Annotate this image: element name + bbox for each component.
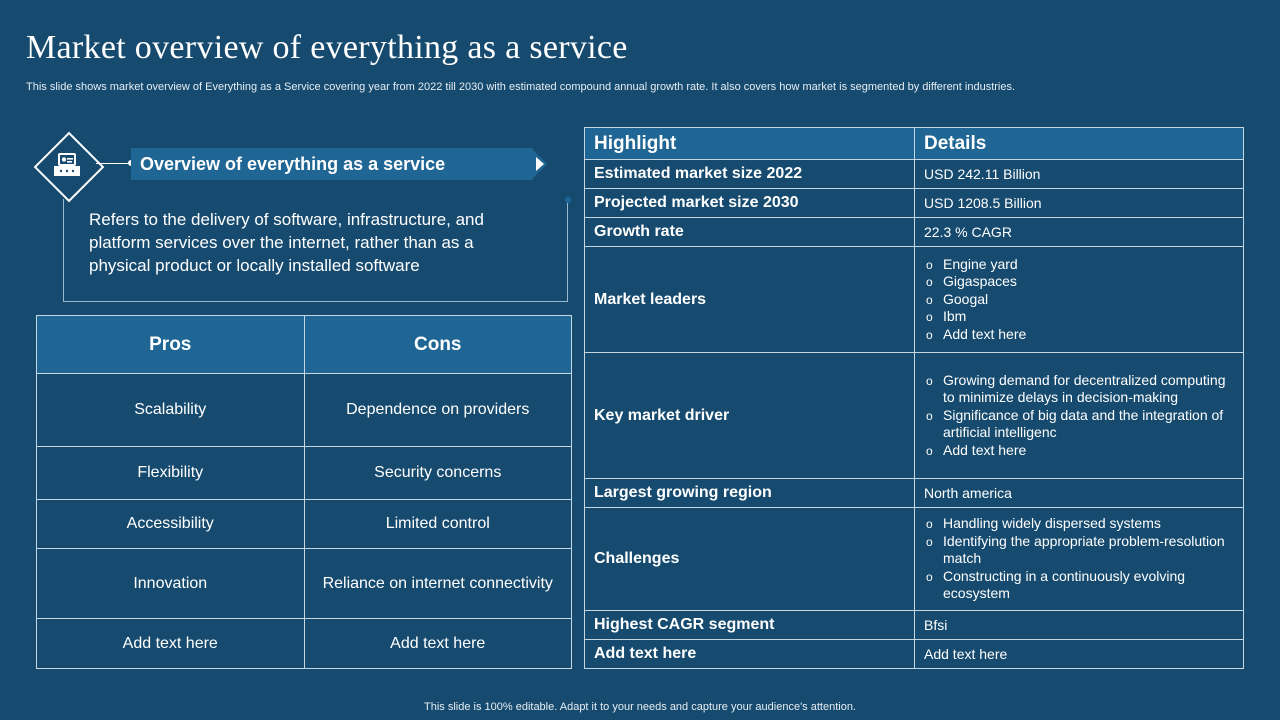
footer-note: This slide is 100% editable. Adapt it to your needs and capture your audience's attention. [424,701,856,713]
highlight-key: Key market driver [585,353,915,479]
highlight-key: Add text here [585,640,915,669]
list-item: o Add text here [924,326,1234,344]
con-cell: Reliance on internet connectivity [304,549,572,619]
list-item: o Add text here [924,442,1234,460]
table-row [585,353,1244,479]
con-cell: Limited control [304,500,572,549]
table-row [37,374,572,447]
list-item: o Growing demand for decentralized computing to minimize delays in decision-making [924,372,1234,407]
table-header-row [585,128,1244,160]
list-item: o Identifying the appropriate problem-resolution match [924,533,1234,568]
cons-header: Cons [304,316,572,374]
highlight-value [915,353,1244,479]
pro-cell: Add text here [37,619,305,669]
table-row [585,160,1244,189]
overview-description: Refers to the delivery of software, infrastructure, and platform services over the internet, rather than as a physical product or locally installed software [89,210,484,275]
table-row [585,247,1244,353]
page-subtitle: This slide shows market overview of Everything as a Service covering year from 2022 till 2030 with estimated compound annual growth rate. It also covers how market is segmented by different industries. [26,81,1016,93]
highlight-key: Highest CAGR segment [585,611,915,640]
table-row [37,500,572,549]
highlight-key: Largest growing region [585,479,915,508]
highlight-header: Highlight [585,128,915,160]
table-header-row [37,316,572,374]
table-row [37,549,572,619]
frame-dot [565,197,571,203]
pro-cell: Accessibility [37,500,305,549]
service-desk-icon [46,146,88,184]
highlight-key: Market leaders [585,247,915,353]
con-cell: Add text here [304,619,572,669]
table-row [585,640,1244,669]
pro-cell: Flexibility [37,447,305,500]
pros-cons-table [36,315,572,669]
bullet-list [924,515,1234,603]
page-title: Market overview of everything as a service [26,29,628,66]
highlight-key: Projected market size 2030 [585,189,915,218]
highlight-value [915,247,1244,353]
highlight-value: USD 242.11 Billion [915,160,1244,189]
list-item: o Significance of big data and the integration of artificial intelligenc [924,407,1234,442]
pro-cell: Innovation [37,549,305,619]
highlight-key: Estimated market size 2022 [585,160,915,189]
highlight-key: Challenges [585,508,915,611]
con-cell: Dependence on providers [304,374,572,447]
table-row [585,189,1244,218]
table-row [585,508,1244,611]
highlight-value [915,508,1244,611]
list-item: o Googal [924,291,1234,309]
pro-cell: Scalability [37,374,305,447]
highlight-value: USD 1208.5 Billion [915,189,1244,218]
bullet-list [924,372,1234,460]
list-item: o Constructing in a continuously evolving ecosystem [924,568,1234,603]
list-item: o Gigaspaces [924,273,1234,291]
bullet-list [924,256,1234,344]
highlight-value: 22.3 % CAGR [915,218,1244,247]
list-item: o Handling widely dispersed systems [924,515,1234,533]
highlight-value: Bfsi [915,611,1244,640]
arrow-right-icon [536,157,544,171]
pros-header: Pros [37,316,305,374]
highlight-key: Growth rate [585,218,915,247]
highlight-value: Add text here [915,640,1244,669]
connector-line [96,163,128,164]
table-row [37,447,572,500]
details-header: Details [915,128,1244,160]
list-item: o Ibm [924,308,1234,326]
highlight-value: North america [915,479,1244,508]
table-row [585,218,1244,247]
highlights-table [584,127,1244,669]
table-row [585,611,1244,640]
list-item: o Engine yard [924,256,1234,274]
table-row [37,619,572,669]
table-row [585,479,1244,508]
con-cell: Security concerns [304,447,572,500]
overview-heading: Overview of everything as a service [131,148,533,180]
